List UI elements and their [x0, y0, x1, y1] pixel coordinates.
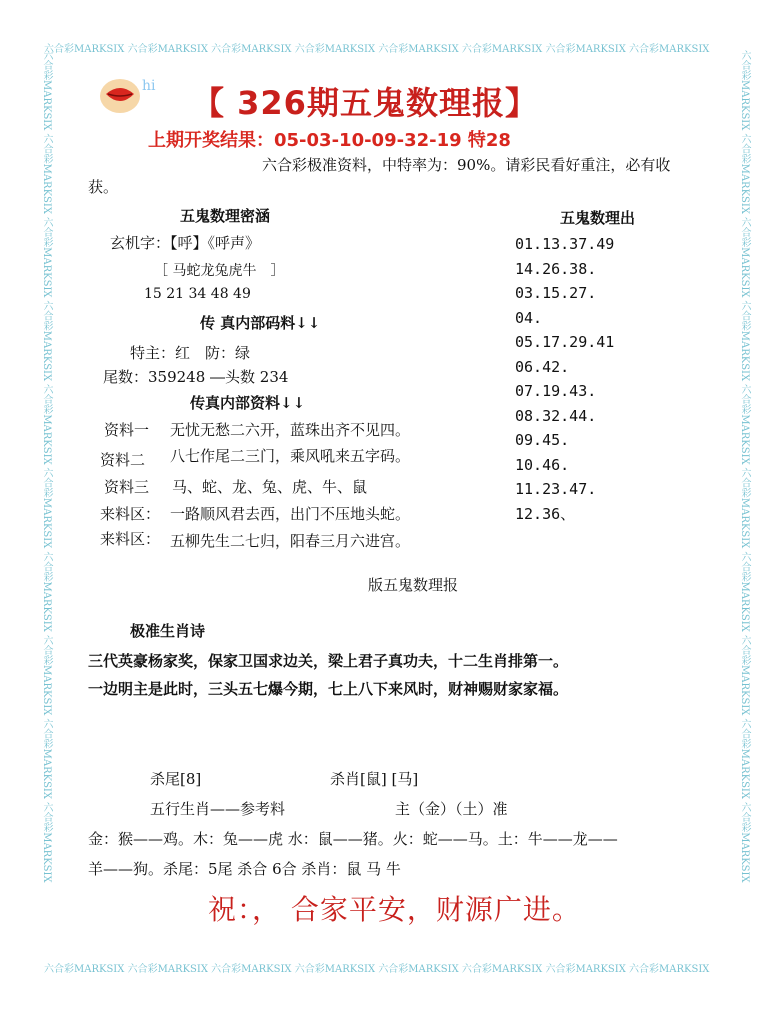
tail-numbers: 尾数：359248 ―头数 234 — [103, 368, 289, 386]
number-row: 06.42. — [515, 357, 570, 376]
material-3-text: 马、蛇、龙、兔、虎、牛、鼠 — [172, 478, 368, 496]
material-5-label: 来料区： — [100, 530, 161, 548]
number-row: 01.13.37.49 — [515, 235, 615, 253]
number-list — [515, 232, 614, 526]
number-row: 05.17.29.41 — [515, 333, 615, 351]
kill-tail: 杀尾[8] — [150, 770, 202, 788]
watermark-top: 六合彩MARKSIX 六合彩MARKSIX 六合彩MARKSIX 六合彩MARKSIX 六合彩MARKSIX 六合彩MARKSIX 六合彩MARKSIX 六合彩MARKSIX — [44, 44, 710, 54]
poem-line-1: 三代英豪杨家奖，保家卫国求边关，梁上君子真功夫，十二生肖排第一。 — [88, 652, 569, 670]
page-title: 【 326期五鬼数理报】 — [192, 84, 538, 122]
lucky-numbers: 15 21 34 48 49 — [144, 286, 251, 302]
watermark-left: 六合彩MARKSIX 六合彩MARKSIX 六合彩MARKSIX 六合彩MARKSIX 六合彩MARKSIX 六合彩MARKSIX 六合彩MARKSIX 六合彩MARKSIX 六合彩MARKSIX 六合彩MARKSIX — [41, 50, 52, 883]
poem-line-2: 一边明主是此时，三头五七爆今期，七上八下来风时，财神赐财家家福。 — [88, 680, 569, 698]
number-row: 14.26.38. — [515, 259, 597, 278]
zodiac-list: ［ 马蛇龙兔虎牛 ］ — [154, 263, 285, 279]
last-draw-result: 上期开奖结果：05-03-10-09-32-19 特28 — [148, 130, 511, 151]
watermark-bottom: 六合彩MARKSIX 六合彩MARKSIX 六合彩MARKSIX 六合彩MARKSIX 六合彩MARKSIX 六合彩MARKSIX 六合彩MARKSIX 六合彩MARKSIX — [44, 964, 710, 974]
main-element: 主（金）（土）准 — [395, 800, 508, 818]
lips-logo-icon — [98, 72, 168, 118]
material-4-label: 来料区： — [100, 505, 161, 523]
material-4-text: 一路顺风君去西，出门不压地头蛇。 — [170, 505, 411, 523]
number-row: 12.36、 — [515, 504, 576, 523]
material-3-label: 资料三 — [104, 478, 150, 496]
number-row: 10.46. — [515, 455, 570, 474]
material-5-text: 五柳先生二七归，阳春三月六进宫。 — [170, 532, 411, 550]
material-2-text: 八七作尾二三门，乘风吼来五字码。 — [170, 447, 411, 465]
poem-title: 极准生肖诗 — [130, 622, 206, 640]
watermark-right: 六合彩MARKSIX 六合彩MARKSIX 六合彩MARKSIX 六合彩MARKSIX 六合彩MARKSIX 六合彩MARKSIX 六合彩MARKSIX 六合彩MARKSIX 六合彩MARKSIX 六合彩MARKSIX — [739, 50, 750, 883]
fax-code-title: 传 真内部码料↓↓ — [200, 314, 321, 332]
edition-label: 版五鬼数理报 — [368, 576, 459, 594]
fax-data-title: 传真内部资料↓↓ — [190, 394, 306, 412]
mystery-word: 玄机字：【呼】《呼声》 — [110, 234, 261, 252]
material-1-text: 无忧无愁二六开，蓝珠出齐不见四。 — [170, 421, 411, 439]
intro-line-2: 获。 — [88, 178, 119, 196]
number-row: 03.15.27. — [515, 284, 597, 302]
elements-line-2: 羊——狗。杀尾：5尾 杀合 6合 杀肖：鼠 马 牛 — [88, 860, 401, 878]
number-row: 11.23.47. — [515, 480, 597, 498]
svg-text:hi: hi — [142, 78, 156, 94]
number-row: 07.19.43. — [515, 382, 597, 400]
left-section-title: 五鬼数理密涵 — [180, 207, 271, 225]
number-row: 09.45. — [515, 431, 570, 449]
right-section-title: 五鬼数理出 — [560, 209, 636, 227]
special-main: 特主：红 防：绿 — [130, 344, 251, 362]
kill-zodiac: 杀肖[鼠] [马] — [330, 770, 419, 788]
material-1-label: 资料一 — [104, 421, 150, 439]
elements-line-1: 金：猴——鸡。木：兔——虎 水：鼠——猪。火：蛇——马。土：牛——龙—— — [88, 830, 618, 848]
number-row: 08.32.44. — [515, 406, 597, 425]
intro-line-1: 六合彩极准资料，中特率为：90%。请彩民看好重注，必有收 — [262, 156, 671, 174]
five-elements-title: 五行生肖——参考料 — [150, 800, 286, 818]
material-2-label: 资料二 — [100, 451, 146, 469]
blessing: 祝：， 合家平安，财源广进。 — [208, 893, 581, 926]
number-row: 04. — [515, 308, 543, 327]
